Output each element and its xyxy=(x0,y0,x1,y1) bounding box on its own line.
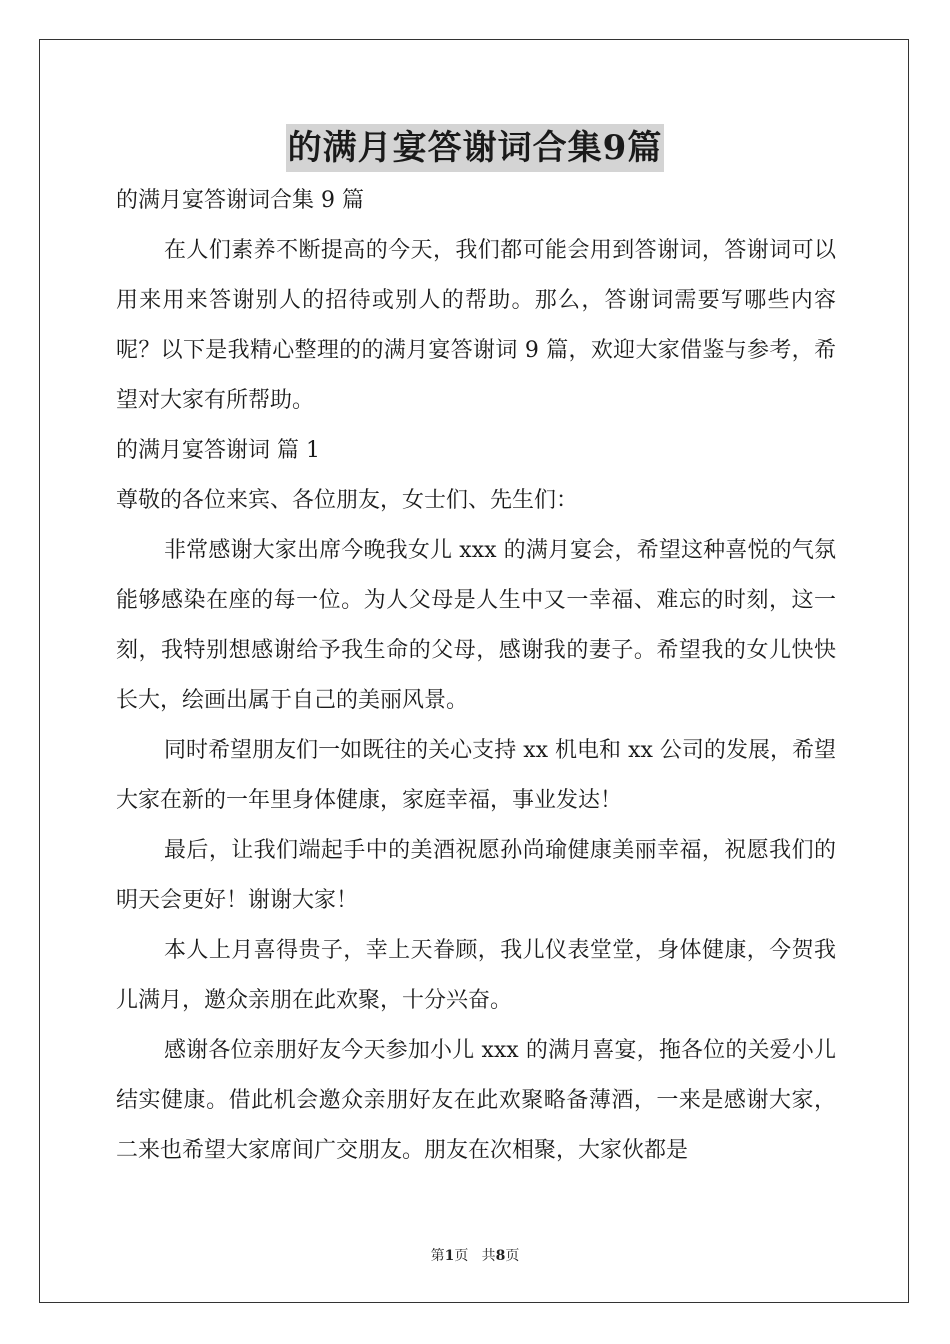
section-heading: 的满月宴答谢词 篇 1 xyxy=(116,438,320,463)
page-footer xyxy=(0,1245,950,1265)
body-paragraph: 感谢各位亲朋好友今天参加小儿 xxx 的满月喜宴，拖各位的关爱小儿结实健康。借此机会邀众亲朋好友在此欢聚略备薄酒，一来是感谢大家，二来也希望大家席间广交朋友。朋友在次相聚，大家伙都是 xyxy=(116,1038,836,1163)
title-wrap xyxy=(0,124,950,172)
page-number: 1 xyxy=(444,1248,455,1264)
page-prefix: 第 xyxy=(430,1248,445,1264)
body-paragraph: 非常感谢大家出席今晚我女儿 xxx 的满月宴会，希望这种喜悦的气氛能够感染在座的每一位。为人父母是人生中又一幸福、难忘的时刻，这一刻，我特别想感谢给予我生命的父母，感谢我的妻子。希望我的女儿快快长大，绘画出属于自己的美丽风景。 xyxy=(116,538,836,713)
total-prefix: 共 xyxy=(481,1248,496,1264)
document-title: 的满月宴答谢词合集9篇 xyxy=(286,124,665,172)
total-pages: 8 xyxy=(495,1248,506,1264)
salutation: 尊敬的各位来宾、各位朋友，女士们、先生们： xyxy=(116,488,579,513)
body-paragraph: 本人上月喜得贵子，幸上天眷顾，我儿仪表堂堂，身体健康，今贺我儿满月，邀众亲朋在此欢聚，十分兴奋。 xyxy=(116,938,836,1013)
document-body xyxy=(116,176,836,1176)
body-paragraph: 最后，让我们端起手中的美酒祝愿孙尚瑜健康美丽幸福，祝愿我们的明天会更好！谢谢大家！ xyxy=(116,838,836,913)
intro-paragraph: 在人们素养不断提高的今天，我们都可能会用到答谢词，答谢词可以用来用来答谢别人的招待或别人的帮助。那么，答谢词需要写哪些内容呢？以下是我精心整理的的满月宴答谢词 9 篇，欢迎大家借鉴与参考，希望对大家有所帮助。 xyxy=(116,238,836,413)
body-paragraph: 同时希望朋友们一如既往的关心支持 xx 机电和 xx 公司的发展，希望大家在新的一年里身体健康，家庭幸福，事业发达！ xyxy=(116,738,836,813)
total-suffix: 页 xyxy=(505,1248,520,1264)
page-suffix: 页 xyxy=(454,1248,469,1264)
document-subtitle: 的满月宴答谢词合集 9 篇 xyxy=(116,188,364,213)
